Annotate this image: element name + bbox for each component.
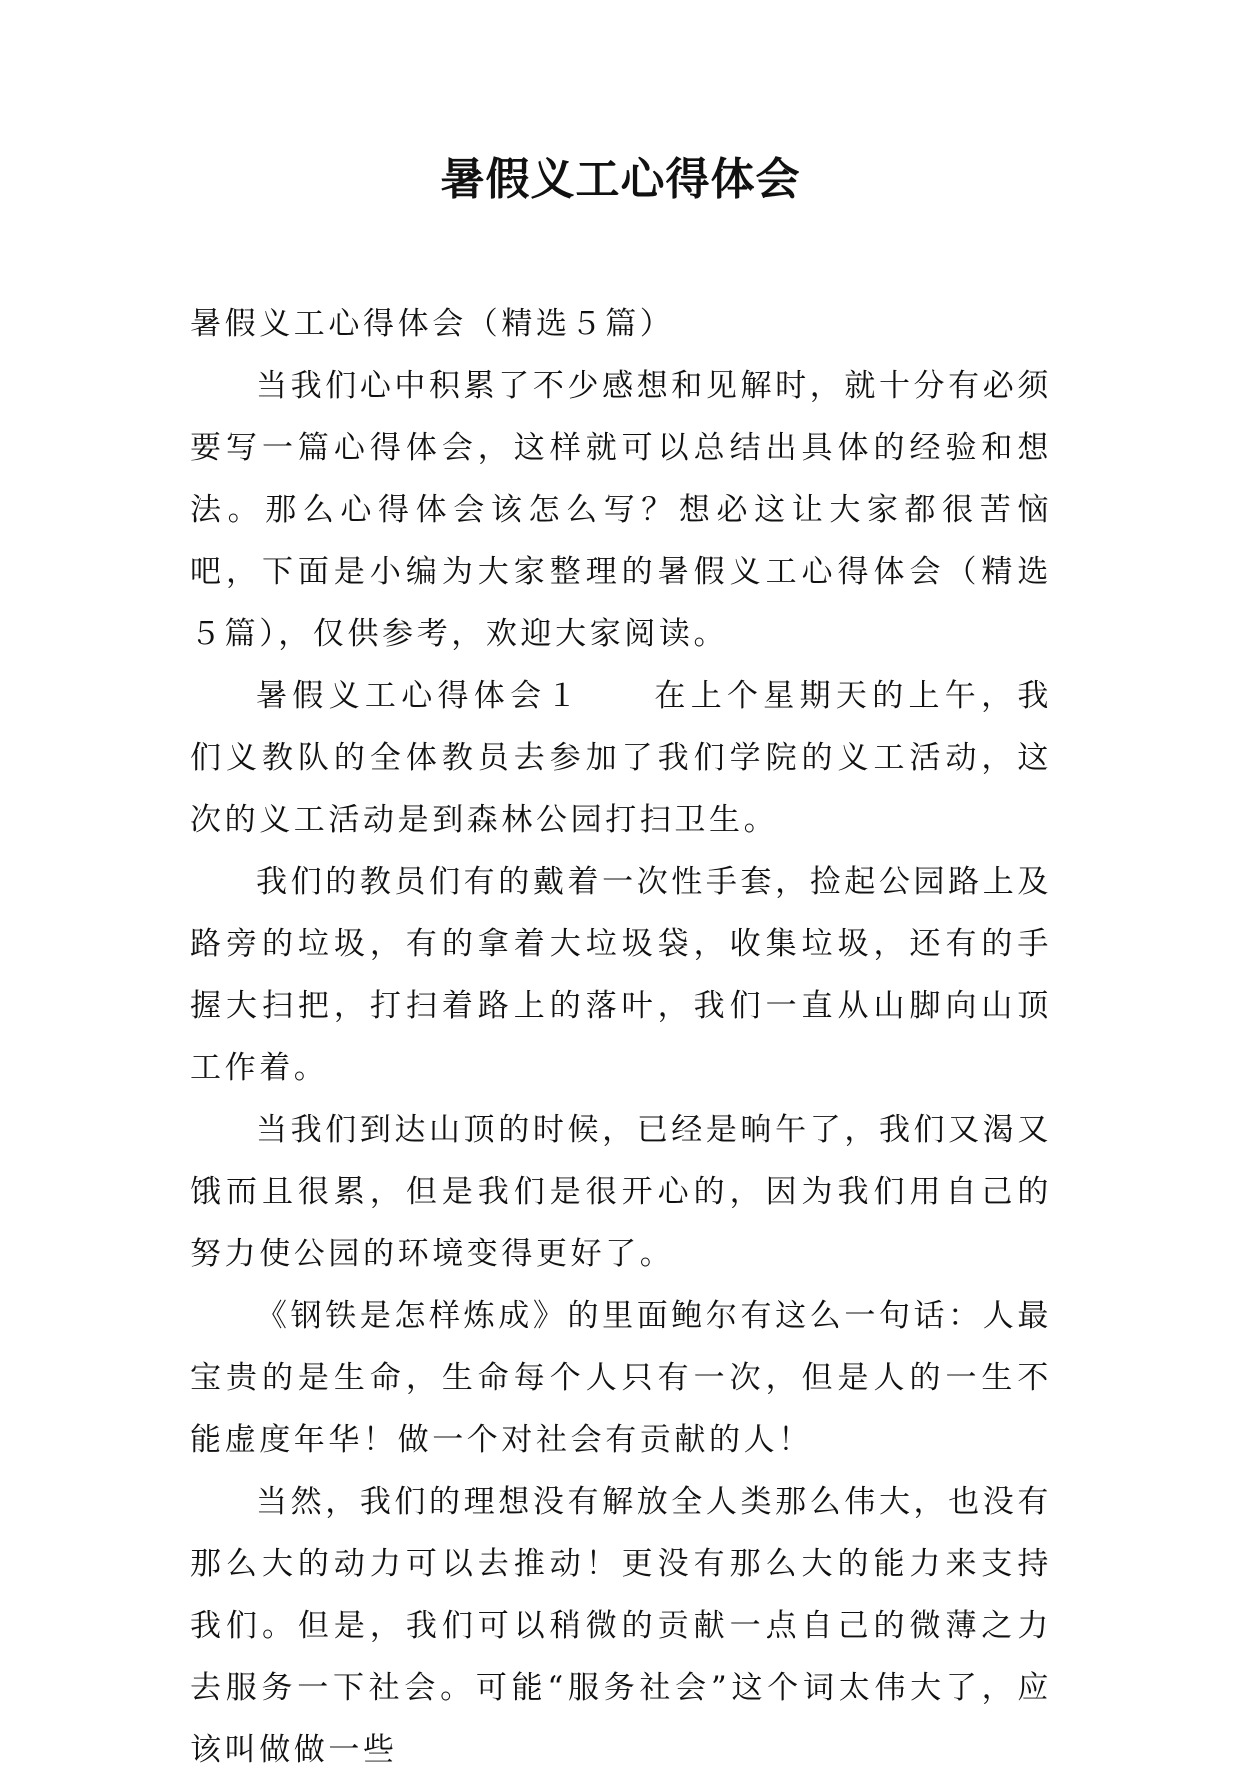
document-subtitle: 暑假义工心得体会（精选５篇） [190, 306, 675, 342]
document-body [190, 293, 1052, 1781]
section1-lead-text: 在上个星期天的上午，我们义教队的全体教员去参加了我们学院的义工活动，这次的义工活动是到森林公园打扫卫生。 [190, 678, 1052, 838]
section1-heading: 暑假义工心得体会１ [256, 678, 583, 714]
section1-paragraph: 当然，我们的理想没有解放全人类那么伟大，也没有那么大的动力可以去推动！更没有那么大的能力来支持我们。但是，我们可以稍微的贡献一点自己的微薄之力去服务一下社会。可能“服务社会”这个词太伟大了，应该叫做做一些 [190, 1484, 1052, 1768]
section1-paragraph: 当我们到达山顶的时候，已经是晌午了，我们又渴又饿而且很累，但是我们是很开心的，因为我们用自己的努力使公园的环境变得更好了。 [190, 1112, 1052, 1272]
document-title: 暑假义工心得体会 [440, 154, 801, 205]
section1-paragraph: 《钢铁是怎样炼成》的里面鲍尔有这么一句话：人最宝贵的是生命，生命每个人只有一次，但是人的一生不能虚度年华！做一个对社会有贡献的人！ [190, 1298, 1052, 1458]
section1-paragraph: 我们的教员们有的戴着一次性手套，捡起公园路上及路旁的垃圾，有的拿着大垃圾袋，收集垃圾，还有的手握大扫把，打扫着路上的落叶，我们一直从山脚向山顶工作着。 [190, 864, 1052, 1086]
intro-paragraph: 当我们心中积累了不少感想和见解时，就十分有必须要写一篇心得体会，这样就可以总结出具体的经验和想法。那么心得体会该怎么写？想必这让大家都很苦恼吧，下面是小编为大家整理的暑假义工心得体会（精选５篇），仅供参考，欢迎大家阅读。 [190, 368, 1052, 652]
section1-first-paragraph [190, 665, 1052, 851]
